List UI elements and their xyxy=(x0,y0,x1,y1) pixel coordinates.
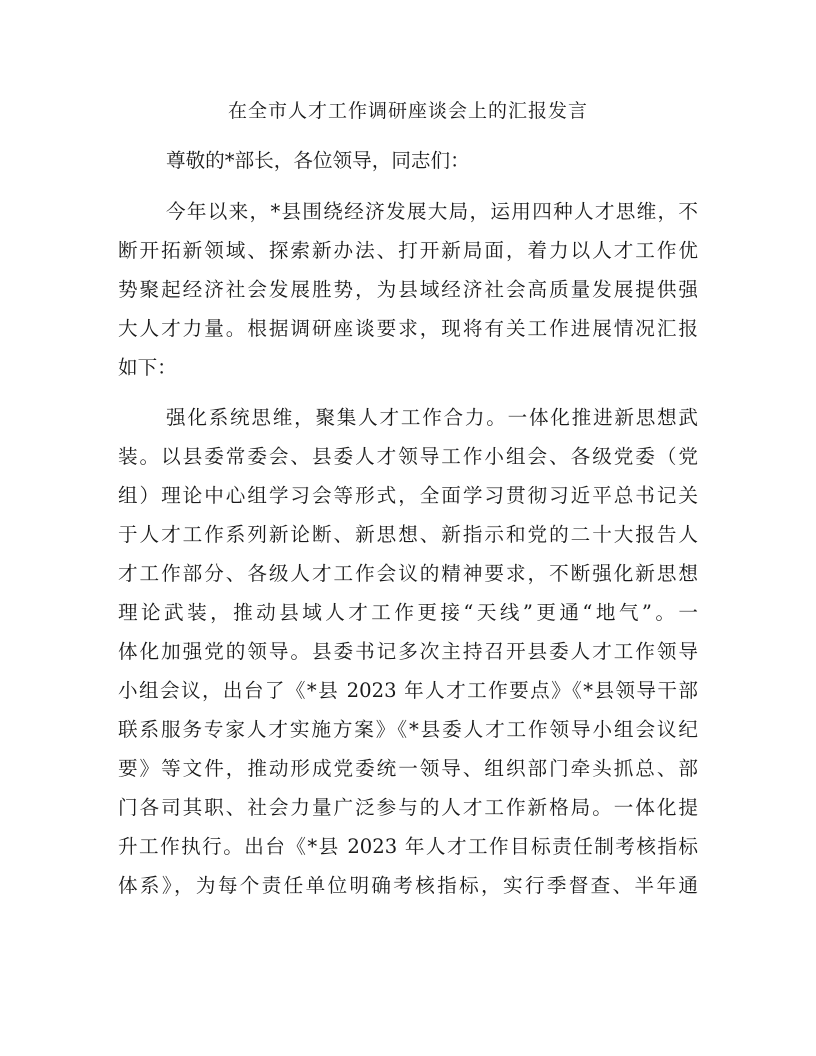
paragraph-1-line: 断开拓新领域、探索新办法、打开新局面，着力以人才工作优 xyxy=(118,239,698,262)
paragraph-1-line: 如下： xyxy=(118,356,177,379)
paragraph-2-line: 门各司其职、社会力量广泛参与的人才工作新格局。一体化提 xyxy=(118,796,698,819)
paragraph-1-line: 势聚起经济社会发展胜势，为县域经济社会高质量发展提供强 xyxy=(118,278,698,301)
paragraph-2-line: 组）理论中心组学习会等形式，全面学习贯彻习近平总书记关 xyxy=(118,484,698,507)
paragraph-2-line: 才工作部分、各级人才工作会议的精神要求，不断强化新思想 xyxy=(118,562,698,585)
paragraph-2-line: 理论武装，推动县域人才工作更接“天线”更通“地气”。一 xyxy=(118,601,698,624)
paragraph-2-line: 要》等文件，推动形成党委统一领导、组织部门牵头抓总、部 xyxy=(118,757,698,780)
document-title: 在全市人才工作调研座谈会上的汇报发言 xyxy=(227,100,588,122)
salutation: 尊敬的*部长，各位领导，同志们： xyxy=(166,149,470,172)
paragraph-2-line: 于人才工作系列新论断、新思想、新指示和党的二十大报告人 xyxy=(118,523,698,546)
paragraph-2-line: 装。以县委常委会、县委人才领导工作小组会、各级党委（党 xyxy=(118,445,698,468)
paragraph-1-line: 今年以来，*县围绕经济发展大局，运用四种人才思维，不 xyxy=(166,200,698,223)
paragraph-1-line: 大人才力量。根据调研座谈要求，现将有关工作进展情况汇报 xyxy=(118,317,698,340)
paragraph-2-line: 升工作执行。出台《*县 2023 年人才工作目标责任制考核指标 xyxy=(118,835,698,858)
paragraph-2-line: 联系服务专家人才实施方案》《*县委人才工作领导小组会议纪 xyxy=(118,718,698,741)
paragraph-2-line: 小组会议，出台了《*县 2023 年人才工作要点》《*县领导干部 xyxy=(118,679,698,702)
paragraph-2-line: 体系》，为每个责任单位明确考核指标，实行季督查、半年通 xyxy=(118,874,698,897)
paragraph-2-line: 体化加强党的领导。县委书记多次主持召开县委人才工作领导 xyxy=(118,640,698,663)
paragraph-2-line: 强化系统思维，聚集人才工作合力。一体化推进新思想武 xyxy=(166,406,698,429)
